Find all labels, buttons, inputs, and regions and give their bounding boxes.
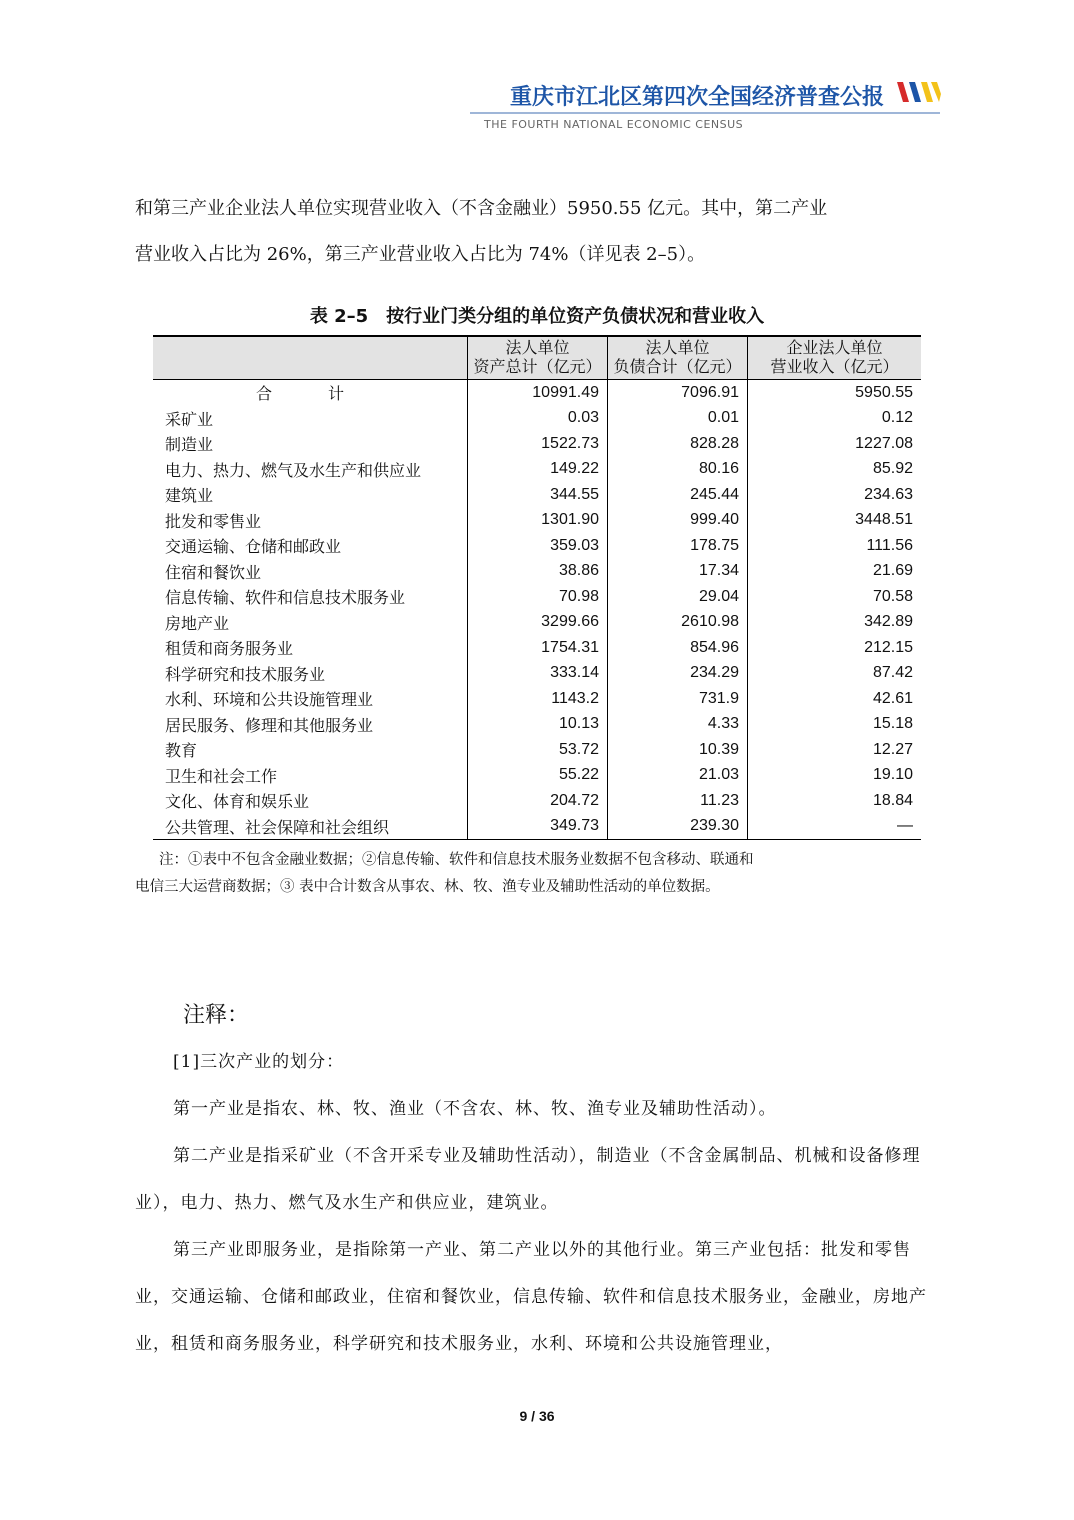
annotation-tertiary-industry: 第三产业即服务业，是指除第一产业、第二产业以外的其他行业。第三产业包括：批发和零售业，交通运输、仓储和邮政业，住宿和餐饮业，信息传输、软件和信息技术服务业，金融业，房地产业，租赁和商务服务业，科学研究和技术服务业，水利、环境和公共设施管理业， xyxy=(135,1240,927,1354)
header-revenue: 企业法人单位 营业收入（亿元） xyxy=(748,336,922,380)
table-row xyxy=(153,482,921,508)
table-row xyxy=(153,788,921,814)
table-title: 表 2–5 按行业门类分组的单位资产负债状况和营业收入 xyxy=(309,306,765,327)
table-row xyxy=(153,712,921,738)
table-header-row xyxy=(153,336,921,380)
revenue-cell: 85.92 xyxy=(748,457,922,483)
industry-cell: 合 计 xyxy=(255,386,364,404)
revenue-cell: 0.12 xyxy=(748,406,922,432)
liabilities-cell: 828.28 xyxy=(608,431,748,457)
table-row xyxy=(153,814,921,840)
liabilities-cell: 7096.91 xyxy=(608,380,748,406)
census-logo-icon xyxy=(895,80,941,104)
assets-cell: 349.73 xyxy=(468,814,608,840)
revenue-cell: 21.69 xyxy=(748,559,922,585)
annotations-body xyxy=(135,1039,943,1368)
table-row xyxy=(153,380,921,406)
assets-cell: 1522.73 xyxy=(468,431,608,457)
assets-cell: 1143.2 xyxy=(468,686,608,712)
assets-cell: 10991.49 xyxy=(468,380,608,406)
liabilities-cell: 17.34 xyxy=(608,559,748,585)
revenue-cell: 12.27 xyxy=(748,737,922,763)
table-row xyxy=(153,431,921,457)
note-line-2: 电信三大运营商数据；③ 表中合计数含从事农、林、牧、渔专业及辅助性活动的单位数据。 xyxy=(135,879,720,895)
liabilities-cell: 11.23 xyxy=(608,788,748,814)
revenue-cell: 15.18 xyxy=(748,712,922,738)
revenue-cell: 42.61 xyxy=(748,686,922,712)
assets-cell: 149.22 xyxy=(468,457,608,483)
assets-cell: 1754.31 xyxy=(468,635,608,661)
table-row xyxy=(153,686,921,712)
industry-cell: 批发和零售业 xyxy=(165,513,262,531)
liabilities-cell: 4.33 xyxy=(608,712,748,738)
report-subtitle: THE FOURTH NATIONAL ECONOMIC CENSUS xyxy=(484,118,744,131)
revenue-cell: 212.15 xyxy=(748,635,922,661)
industry-cell: 居民服务、修理和其他服务业 xyxy=(165,717,374,735)
industry-cell: 采矿业 xyxy=(165,411,214,429)
industry-cell: 公共管理、社会保障和社会组织 xyxy=(153,814,468,840)
liabilities-cell: 10.39 xyxy=(608,737,748,763)
revenue-cell: 19.10 xyxy=(748,763,922,789)
assets-cell: 3299.66 xyxy=(468,610,608,636)
table-row xyxy=(153,508,921,534)
table-row xyxy=(153,584,921,610)
industry-cell: 住宿和餐饮业 xyxy=(165,564,262,582)
revenue-cell: — xyxy=(748,814,922,840)
intro-line-2: 营业收入占比为 26%，第三产业营业收入占比为 74%（详见表 2–5）。 xyxy=(135,244,706,265)
intro-line-1: 和第三产业企业法人单位实现营业收入（不含金融业）5950.55 亿元。其中，第二产业 xyxy=(135,198,828,219)
intro-paragraph xyxy=(135,186,940,278)
assets-cell: 53.72 xyxy=(468,737,608,763)
liabilities-cell: 2610.98 xyxy=(608,610,748,636)
table-row xyxy=(153,635,921,661)
industry-cell: 交通运输、仓储和邮政业 xyxy=(165,539,342,557)
assets-cell: 10.13 xyxy=(468,712,608,738)
revenue-cell: 18.84 xyxy=(748,788,922,814)
liabilities-cell: 234.29 xyxy=(608,661,748,687)
note-line-1: 注：①表中不包含金融业数据；②信息传输、软件和信息技术服务业数据不包含移动、联通和 xyxy=(159,852,754,868)
assets-cell: 38.86 xyxy=(468,559,608,585)
annotation-secondary-industry: 第二产业是指采矿业（不含开采专业及辅助性活动），制造业（不含金属制品、机械和设备修理业），电力、热力、燃气及水生产和供应业，建筑业。 xyxy=(135,1146,921,1213)
industry-cell: 教育 xyxy=(165,743,198,761)
industry-cell: 科学研究和技术服务业 xyxy=(165,666,326,684)
assets-cell: 204.72 xyxy=(468,788,608,814)
liabilities-cell: 29.04 xyxy=(608,584,748,610)
assets-cell: 70.98 xyxy=(468,584,608,610)
table-row xyxy=(153,559,921,585)
revenue-cell: 234.63 xyxy=(748,482,922,508)
revenue-cell: 3448.51 xyxy=(748,508,922,534)
table-row xyxy=(153,661,921,687)
industry-cell: 房地产业 xyxy=(165,615,230,633)
revenue-cell: 87.42 xyxy=(748,661,922,687)
liabilities-cell: 239.30 xyxy=(608,814,748,840)
table-row xyxy=(153,737,921,763)
header-industry xyxy=(153,336,468,380)
page-number: 9 / 36 xyxy=(519,1408,555,1424)
annotations-heading: 注释： xyxy=(183,1003,250,1028)
table-note xyxy=(135,847,945,901)
revenue-cell: 111.56 xyxy=(748,533,922,559)
revenue-cell: 70.58 xyxy=(748,584,922,610)
table-row xyxy=(153,406,921,432)
liabilities-cell: 80.16 xyxy=(608,457,748,483)
industry-cell: 水利、环境和公共设施管理业 xyxy=(165,692,374,710)
liabilities-cell: 999.40 xyxy=(608,508,748,534)
industry-cell: 租赁和商务服务业 xyxy=(165,641,294,659)
liabilities-cell: 21.03 xyxy=(608,763,748,789)
annotation-primary-industry: 第一产业是指农、林、牧、渔业（不含农、林、牧、渔专业及辅助性活动）。 xyxy=(173,1099,777,1119)
assets-cell: 0.03 xyxy=(468,406,608,432)
liabilities-cell: 0.01 xyxy=(608,406,748,432)
assets-cell: 55.22 xyxy=(468,763,608,789)
industry-cell: 建筑业 xyxy=(165,488,214,506)
industry-cell: 电力、热力、燃气及水生产和供应业 xyxy=(165,462,422,480)
header-rule xyxy=(470,112,940,114)
assets-cell: 1301.90 xyxy=(468,508,608,534)
report-title: 重庆市江北区第四次全国经济普查公报 xyxy=(509,84,884,110)
assets-cell: 333.14 xyxy=(468,661,608,687)
annotation-item-1: [1]三次产业的划分： xyxy=(173,1052,345,1072)
header-assets: 法人单位 资产总计（亿元） xyxy=(468,336,608,380)
revenue-cell: 5950.55 xyxy=(748,380,922,406)
table-row xyxy=(153,610,921,636)
assets-cell: 359.03 xyxy=(468,533,608,559)
industry-cell: 信息传输、软件和信息技术服务业 xyxy=(165,590,406,608)
table-row xyxy=(153,457,921,483)
table-row xyxy=(153,763,921,789)
data-table xyxy=(153,335,921,840)
liabilities-cell: 854.96 xyxy=(608,635,748,661)
liabilities-cell: 245.44 xyxy=(608,482,748,508)
header-liabilities: 法人单位 负债合计（亿元） xyxy=(608,336,748,380)
revenue-cell: 1227.08 xyxy=(748,431,922,457)
assets-cell: 344.55 xyxy=(468,482,608,508)
table-row xyxy=(153,533,921,559)
industry-cell: 文化、体育和娱乐业 xyxy=(165,794,310,812)
industry-cell: 卫生和社会工作 xyxy=(165,768,278,786)
industry-cell: 制造业 xyxy=(165,437,214,455)
liabilities-cell: 731.9 xyxy=(608,686,748,712)
liabilities-cell: 178.75 xyxy=(608,533,748,559)
revenue-cell: 342.89 xyxy=(748,610,922,636)
